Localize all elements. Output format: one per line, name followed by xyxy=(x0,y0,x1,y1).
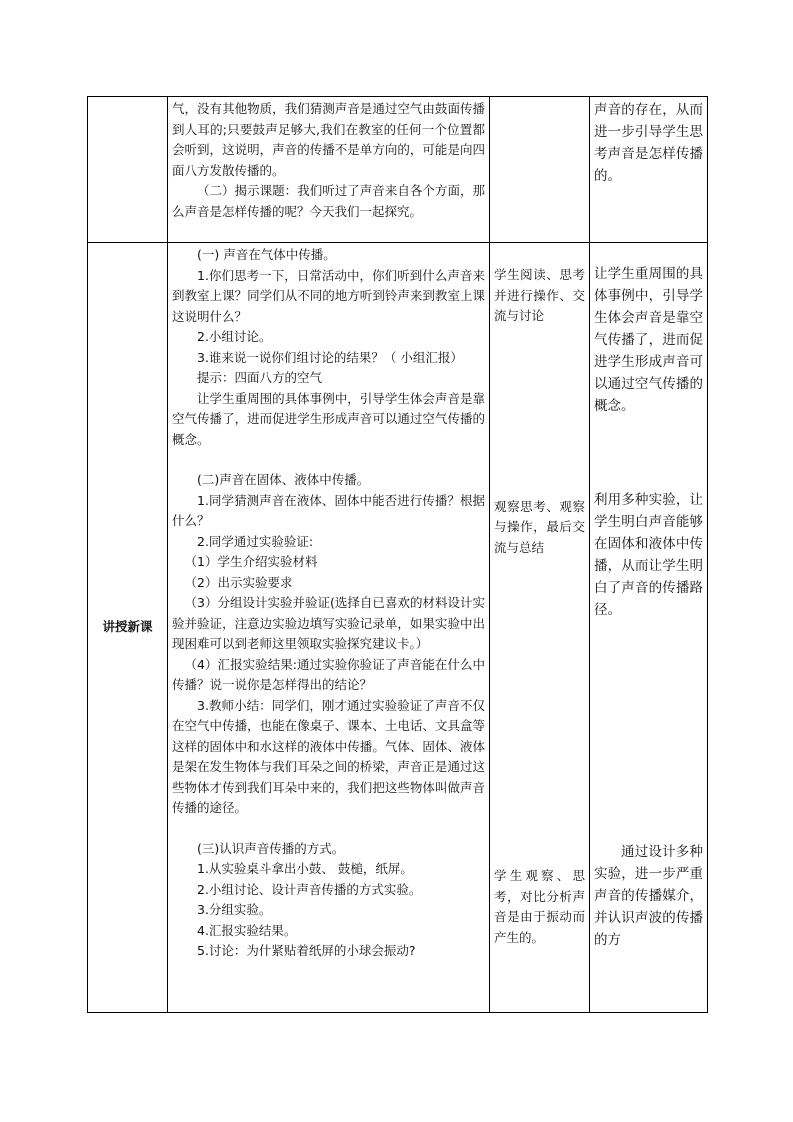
table-row xyxy=(88,97,708,243)
section-title: (二)声音在固体、液体中传播。 xyxy=(197,472,370,487)
content-paragraph: （4）汇报实验结果:通过实验你验证了声音能在什么中传播？说一说你是怎样得出的结论？ xyxy=(172,656,485,692)
spacer xyxy=(594,621,703,841)
content-paragraph: 3.分组实验。 xyxy=(197,902,272,917)
spacer xyxy=(172,450,485,470)
content-paragraph: 2.小组讨论、设计声音传播的方式实验。 xyxy=(197,881,422,897)
content-paragraph: 1.从实验桌斗拿出小鼓、 鼓槌，纸屏。 xyxy=(197,861,413,876)
intent-text: 利用多种实验，让学生明白声音能够在固体和液体中传播，从而让学生明白了声音的传播路径。 xyxy=(594,492,703,618)
content-paragraph: 5.讨论：为什紧贴着纸屏的小球会振动? xyxy=(197,943,416,958)
intent-cell xyxy=(590,243,708,1013)
stage-cell-empty xyxy=(88,97,168,243)
content-paragraph: （2）出示实验要求 xyxy=(184,574,293,590)
content-paragraph: 3.谁来说一说你们组讨论的结果？（ 小组汇报） xyxy=(197,349,463,365)
student-activity-cell xyxy=(490,97,590,243)
content-cell xyxy=(168,97,490,243)
content-paragraph: （3）分组设计实验并验证(选择自已喜欢的材料设计实验并验证，注意边实验边填写实验记录单，如果实验中出现困难可以到老师这里领取实验探究建议卡。） xyxy=(172,595,485,651)
content-paragraph: 4.汇报实验结果。 xyxy=(197,922,297,938)
content-paragraph: 1.同学猜测声音在液体、固体中能否进行传播？根据什么？ xyxy=(172,492,485,528)
student-activity-text: 学生阅读、思考并进行操作、交流与讨论 xyxy=(494,267,585,323)
intent-text: 通过设计多种实验，进一步严重声音的传播媒介，并认识声波的传播的方 xyxy=(594,844,703,948)
student-activity-text: 学生观察、思考，对比分析声音是由于振动而产生的。 xyxy=(494,868,585,945)
student-activity-cell xyxy=(490,243,590,1013)
content-paragraph: 气，没有其他物质，我们猜测声音是通过空气由鼓面传播到人耳的;只要鼓声足够大,我们在教室的任何一个位置都会听到，这说明，声音的传播不是单方向的，可能是向四面八方发散传播的。 xyxy=(172,101,485,178)
section-title: (三)认识声音传播的方式。 xyxy=(197,840,345,856)
spacer xyxy=(494,245,585,265)
content-paragraph: （二）揭示课题：我们听过了声音来自各个方面，那么声音是怎样传播的呢？今天我们一起探究。 xyxy=(172,183,485,219)
stage-label: 讲授新课 xyxy=(88,243,168,1013)
content-paragraph: 3.教师小结：同学们，刚才通过实验验证了声音不仅在空气中传播，也能在像桌子、课本、土电话、文具盒等这样的固体中和水这样的液体中传播。气体、固体、液体是架在发生物体与我们耳朵之间的桥梁，声音正是通过这些物体才传到我们耳朵中来的，我们把这些物体叫做声音传播的途径。 xyxy=(172,697,485,815)
intent-text: 声音的存在，从而进一步引导学生思考声音是怎样传播的。 xyxy=(594,102,703,184)
content-paragraph: 2.小组讨论。 xyxy=(197,329,272,344)
intent-cell xyxy=(590,97,708,243)
spacer xyxy=(594,245,703,263)
student-activity-text: 观察思考、观察与操作，最后交流与总结 xyxy=(494,498,585,555)
spacer xyxy=(594,417,703,489)
content-paragraph: 让学生重周围的具体事例中，引导学生体会声音是靠空气传播了，进而促进学生形成声音可以通过空气传播的概念。 xyxy=(172,390,485,447)
spacer xyxy=(172,819,485,839)
content-paragraph: 2.同学通过实验验证: xyxy=(197,533,314,549)
section-title: (一) 声音在气体中传播。 xyxy=(197,247,336,262)
lesson-plan-table xyxy=(87,96,708,1013)
content-paragraph: 提示：四面八方的空气 xyxy=(197,370,323,385)
spacer xyxy=(494,558,585,866)
spacer xyxy=(494,327,585,497)
content-paragraph: 1.你们思考一下，日常活动中，你们听到什么声音来到教室上课？同学们从不同的地方听到铃声来到教室上课这说明什么？ xyxy=(172,267,485,324)
content-paragraph: （1）学生介绍实验材料 xyxy=(184,554,318,569)
intent-text: 让学生重周围的具体事例中，引导学生体会声音是靠空气传播了，进而促进学生形成声音可以通过空气传播的概念。 xyxy=(594,266,703,414)
table-row xyxy=(88,243,708,1013)
content-cell xyxy=(168,243,490,1013)
